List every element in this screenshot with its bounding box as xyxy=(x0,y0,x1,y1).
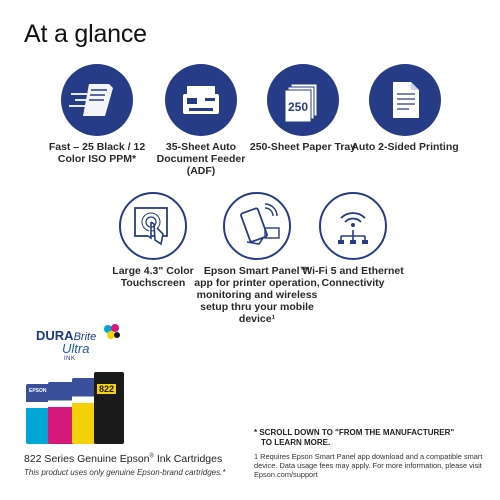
duplex-page-icon xyxy=(369,64,441,136)
logo-ultra-text: Ultra xyxy=(62,341,90,356)
feature-label: Auto 2-Sided Printing xyxy=(351,141,459,153)
paper-stack-icon xyxy=(267,64,339,136)
scroll-note xyxy=(254,428,454,448)
ink-caption xyxy=(24,453,222,465)
wifi-ethernet-icon xyxy=(319,192,387,260)
ink-bottles-image xyxy=(26,368,126,444)
logo-ink-text: INK xyxy=(64,356,76,362)
feature-label: 35-Sheet Auto Document Feeder (ADF) xyxy=(156,141,246,177)
durabrite-ultra-logo xyxy=(36,322,106,366)
ink-caption-suffix: Ink Cartridges xyxy=(153,453,223,465)
page-title: At a glance xyxy=(24,20,147,48)
registered-mark: ® xyxy=(149,453,154,460)
scroll-note-line1: * SCROLL DOWN TO "FROM THE MANUFACTURER" xyxy=(254,428,455,437)
bottle-epson-label: EPSON xyxy=(29,388,47,394)
logo-dura-text: DURA xyxy=(36,328,74,343)
feature-label: Epson Smart Panel™ app for printer operation, monitoring and wireless setup thru your mobile device¹ xyxy=(194,265,320,325)
footnote: 1 Requires Epson Smart Panel app download and a compatible smart device. Data usage fees may apply. For more information, please visit Epson.com/support xyxy=(254,452,483,479)
feature-touchscreen xyxy=(98,192,208,289)
feature-paper-tray xyxy=(248,64,358,153)
logo-brite-text: Brite xyxy=(73,331,97,343)
feature-connectivity xyxy=(298,192,408,289)
feature-label: Large 4.3" Color Touchscreen xyxy=(112,265,194,289)
smartphone-app-icon xyxy=(223,192,291,260)
feature-speed xyxy=(42,64,152,165)
ink-note: This product uses only genuine Epson-brand cartridges.* xyxy=(24,468,226,477)
bottle-black xyxy=(94,372,124,444)
paper-count-text: 250 xyxy=(287,100,309,114)
ink-caption-prefix: 822 Series Genuine Epson xyxy=(24,453,150,465)
touchscreen-icon xyxy=(119,192,187,260)
scroll-note-line2: TO LEARN MORE. xyxy=(261,438,331,447)
bottle-822-label: 822 xyxy=(99,384,115,394)
feature-duplex xyxy=(350,64,460,153)
speed-page-icon xyxy=(61,64,133,136)
feature-label: Fast – 25 Black / 12 Color ISO PPM* xyxy=(48,141,146,165)
feature-label: Wi-Fi 5 and Ethernet Connectivity xyxy=(302,265,404,289)
ink-drops-icon xyxy=(102,322,122,342)
feature-label: 250-Sheet Paper Tray xyxy=(249,141,357,153)
printer-adf-icon xyxy=(165,64,237,136)
feature-adf xyxy=(146,64,256,177)
